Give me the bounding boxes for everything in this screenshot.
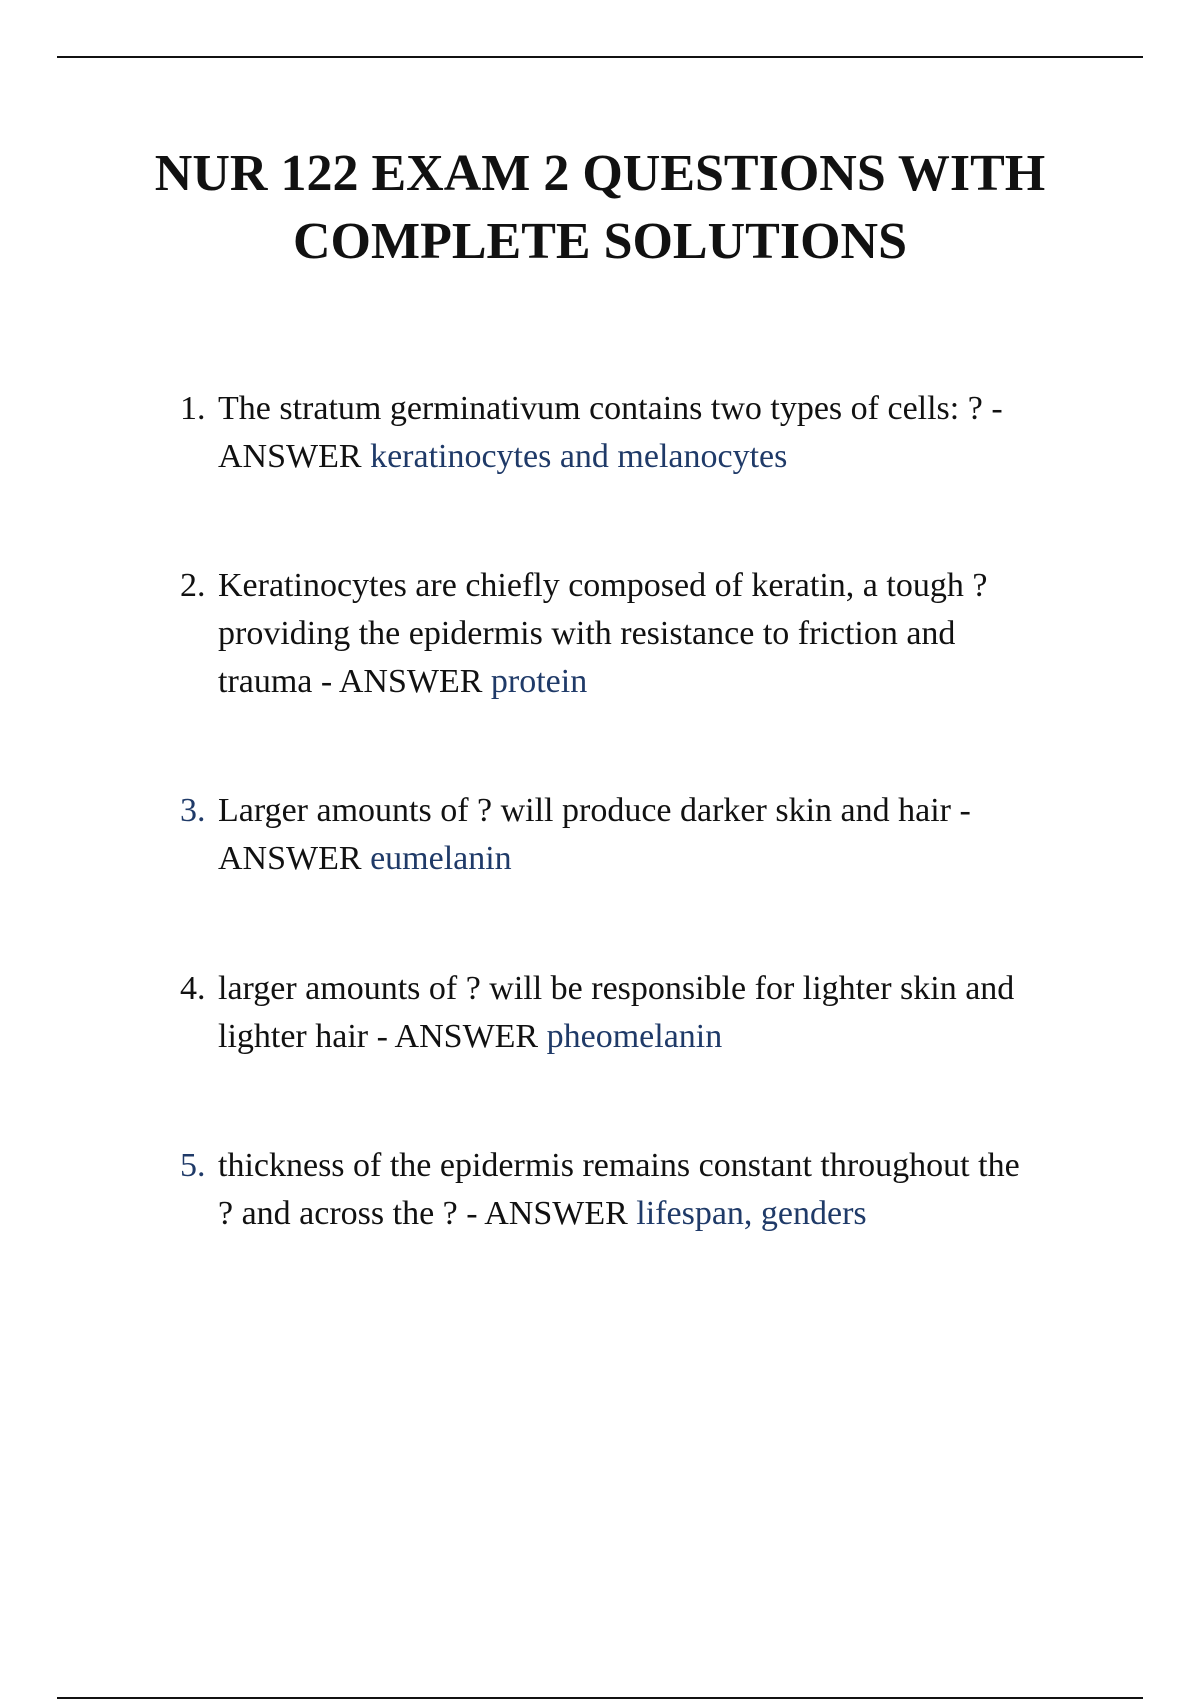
question-line: Larger amounts of ? will produce darker skin and hair - — [218, 792, 971, 829]
question-item — [180, 965, 1080, 1061]
question-line: larger amounts of ? will be responsible for lighter skin and — [218, 970, 1015, 1007]
answer-text: eumelanin — [370, 840, 512, 877]
question-text — [218, 787, 1080, 883]
question-text — [218, 385, 1080, 481]
question-number: 1. — [180, 390, 206, 427]
question-number: 2. — [180, 567, 206, 604]
question-item — [180, 787, 1080, 883]
question-number: 4. — [180, 970, 206, 1007]
question-line-last — [218, 658, 1080, 706]
question-line: lighter hair - ANSWER — [218, 1018, 547, 1055]
page-title — [100, 140, 1100, 276]
question-line: ANSWER — [218, 840, 371, 877]
question-line: ? and across the ? - ANSWER — [218, 1195, 637, 1232]
question-text — [218, 1142, 1080, 1238]
title-line-1: NUR 122 EXAM 2 QUESTIONS WITH — [154, 145, 1046, 202]
question-line-last — [218, 835, 1080, 883]
question-line-last — [218, 433, 1080, 481]
question-item — [180, 385, 1080, 481]
question-line: The stratum germinativum contains two types of cells: ? - — [218, 390, 1003, 427]
question-line-last — [218, 1190, 1080, 1238]
question-line: trauma - ANSWER — [218, 663, 491, 700]
question-line: Keratinocytes are chiefly composed of keratin, a tough ? — [218, 567, 988, 604]
question-text — [218, 562, 1080, 706]
question-number: 3. — [180, 792, 206, 829]
question-number: 5. — [180, 1147, 206, 1184]
answer-text: keratinocytes and melanocytes — [370, 438, 788, 475]
question-text — [218, 965, 1080, 1061]
answer-text: pheomelanin — [546, 1018, 723, 1055]
question-line: ANSWER — [218, 438, 371, 475]
top-rule — [57, 56, 1143, 58]
question-item — [180, 562, 1080, 706]
question-line: thickness of the epidermis remains constant throughout the — [218, 1147, 1020, 1184]
question-item — [180, 1142, 1080, 1238]
bottom-rule — [57, 1697, 1143, 1699]
question-line-last — [218, 1013, 1080, 1061]
answer-text: lifespan, genders — [636, 1195, 867, 1232]
title-line-2: COMPLETE SOLUTIONS — [292, 213, 908, 270]
question-line: providing the epidermis with resistance to friction and — [218, 615, 956, 652]
answer-text: protein — [490, 663, 588, 700]
